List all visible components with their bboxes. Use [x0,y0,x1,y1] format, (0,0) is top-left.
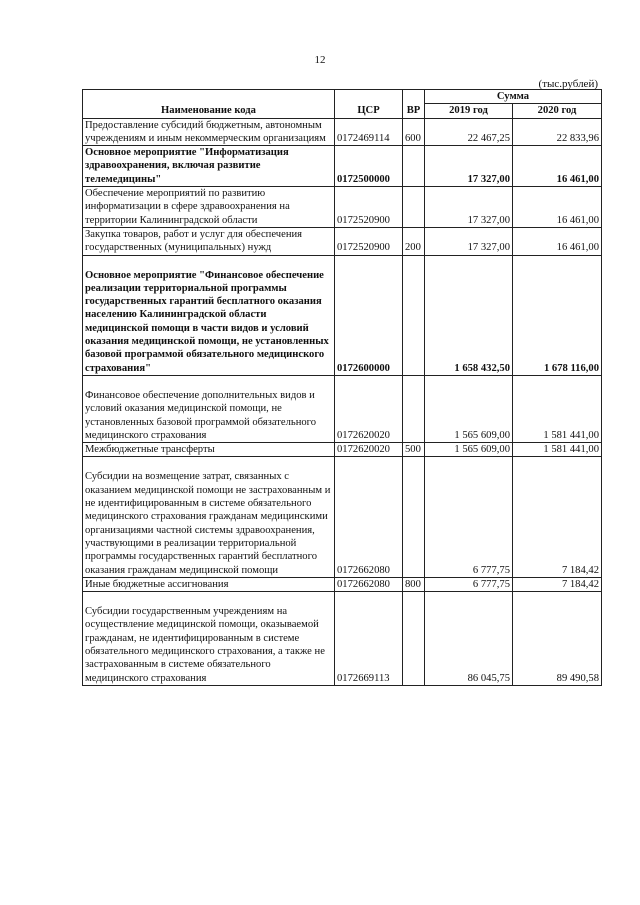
row-2019: 17 327,00 [425,187,513,228]
row-spacer [85,457,332,470]
header-2019: 2019 год [425,104,513,118]
row-name: Предоставление субсидий бюджетным, автономным учреждениям и иным некоммерческим организациям [83,118,335,146]
row-2019: 6 777,75 [425,457,513,577]
row-2020: 89 490,58 [513,592,602,686]
row-2019: 17 327,00 [425,227,513,255]
header-2020: 2020 год [513,104,602,118]
row-2019: 1 565 609,00 [425,443,513,457]
row-spacer [85,256,332,269]
row-2020: 16 461,00 [513,187,602,228]
row-csr: 0172620020 [335,375,403,442]
row-name: Иные бюджетные ассигнования [83,577,335,591]
row-csr: 0172520900 [335,227,403,255]
row-vr: 500 [403,443,425,457]
table-row [83,577,602,591]
row-csr: 0172600000 [335,255,403,375]
row-vr [403,255,425,375]
row-vr: 600 [403,118,425,146]
header-csr: ЦСР [335,90,403,119]
row-2019: 86 045,75 [425,592,513,686]
table-row [83,146,602,187]
row-vr [403,457,425,577]
row-2020: 7 184,42 [513,457,602,577]
row-2020: 1 581 441,00 [513,443,602,457]
table-row [83,457,602,577]
row-spacer [85,592,332,605]
row-2020: 1 678 116,00 [513,255,602,375]
table-row [83,187,602,228]
table-row [83,443,602,457]
row-vr [403,375,425,442]
row-csr: 0172500000 [335,146,403,187]
table-row [83,592,602,686]
header-sum: Сумма [425,90,602,104]
row-vr [403,187,425,228]
row-vr [403,146,425,187]
row-2020: 16 461,00 [513,227,602,255]
row-name [83,375,335,442]
row-csr: 0172469114 [335,118,403,146]
row-name [83,457,335,577]
row-csr: 0172662080 [335,457,403,577]
table-row [83,375,602,442]
row-name: Закупка товаров, работ и услуг для обеспечения государственных (муниципальных) нужд [83,227,335,255]
table-row [83,118,602,146]
row-2020: 1 581 441,00 [513,375,602,442]
row-2019: 17 327,00 [425,146,513,187]
row-csr: 0172520900 [335,187,403,228]
budget-table [82,89,602,686]
row-name [83,592,335,686]
page-number: 12 [314,54,326,66]
row-name-text: Финансовое обеспечение дополнительных видов и условий оказания медицинской помощи, не установленных базовой программой обязательного медицинского страхования [85,389,317,441]
row-name: Межбюджетные трансферты [83,443,335,457]
row-vr [403,592,425,686]
row-2020: 22 833,96 [513,118,602,146]
row-2020: 16 461,00 [513,146,602,187]
row-2019: 6 777,75 [425,577,513,591]
row-2020: 7 184,42 [513,577,602,591]
row-name: Основное мероприятие "Информатизация здравоохранения, включая развитие телемедицины" [83,146,335,187]
row-2019: 22 467,25 [425,118,513,146]
table-row [83,255,602,375]
row-csr: 0172669113 [335,592,403,686]
table-row [83,227,602,255]
header-vr: ВР [403,90,425,119]
row-vr: 200 [403,227,425,255]
row-2019: 1 565 609,00 [425,375,513,442]
row-csr: 0172662080 [335,577,403,591]
row-csr: 0172620020 [335,443,403,457]
header-name: Наименование кода [83,90,335,119]
row-name: Обеспечение мероприятий по развитию информатизации в сфере здравоохранения на территории Калининградской области [83,187,335,228]
row-name-text: Основное мероприятие "Финансовое обеспечение реализации территориальной программы государственных гарантий бесплатного оказания населению Калининградской области медицинской помощи в части видов и условий оказания медицинской помощи, не установленных базовой программой обязательного медицинского страхования" [85,269,329,374]
row-spacer [85,376,332,389]
row-name [83,255,335,375]
row-name-text: Субсидии государственным учреждениям на осуществление медицинской помощи, оказываемой гражданам, не идентифицированным в системе обязательного медицинского страхования, а также не застрахованным в системе обязательного медицинского страхования [85,606,325,684]
unit-note: (тыс.рублей) [538,78,598,90]
row-name-text: Субсидии на возмещение затрат, связанных с оказанием медицинской помощи не застрахованным и не идентифицированным в системе обязательного медицинского страхования гражданам медицинскими организациями частной системы здравоохранения, участвующими в реализации территориальной программы государственных гарантий бесплатного оказания гражданам медицинской помощи [85,471,331,576]
row-2019: 1 658 432,50 [425,255,513,375]
row-vr: 800 [403,577,425,591]
